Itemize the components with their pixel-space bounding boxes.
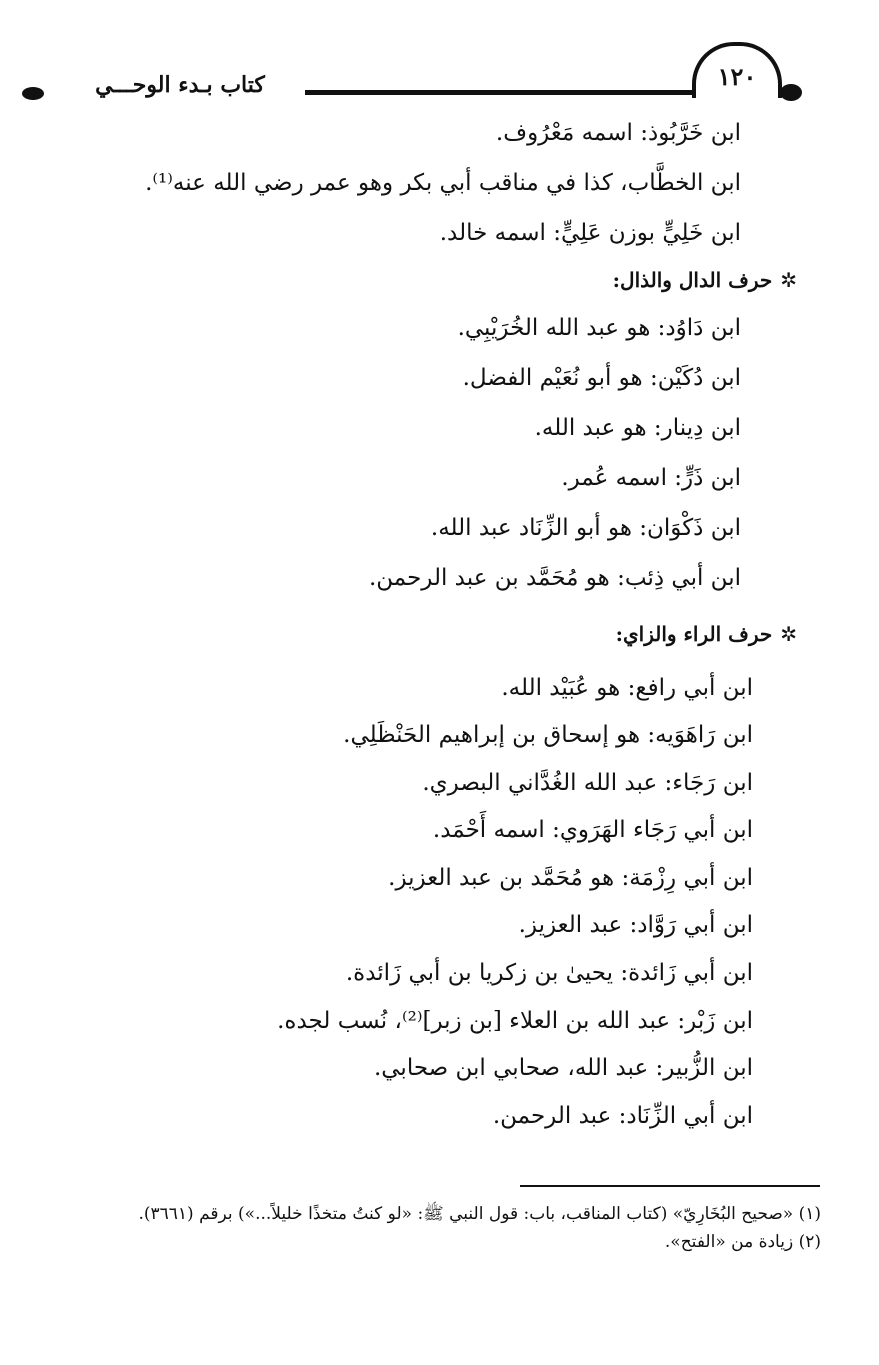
footnote: (١) «صحيح البُخَارِيّ» (كتاب المناقب، باب: قول النبي ﷺ: «لو كنتُ متخذًا خليلاً...») برقم (٣٦٦١). [138,1204,821,1224]
entry-line: ابن خَلِيٍّ بوزن عَلِيٍّ: اسمه خالد. [439,220,741,246]
entry-line: ابن دِينار: هو عبد الله. [534,415,741,441]
entry-line: ابن أبي الزِّنَاد: عبد الرحمن. [492,1103,753,1129]
page-number-tab [692,42,782,98]
entry-line: ابن أبي زَائدة: يحيىٰ بن زكريا بن أبي زَائدة. [345,960,753,986]
entry-line: ابن رَجَاء: عبد الله الغُدَّاني البصري. [422,770,753,796]
header-dot-right-icon [780,84,802,101]
section-heading-dal-text: حرف الدال والذال: [612,268,773,292]
entry-line: ابن أبي رافع: هو عُبَيْد الله. [501,675,753,701]
page-header [0,40,879,120]
entry-line: ابن دَاوُد: هو عبد الله الخُرَيْبِي. [457,315,741,341]
entry-line: ابن زَبْر: عبد الله بن العلاء [بن زبر]⁽²⁾، نُسب لجده. [277,1008,753,1034]
footnote: (٢) زيادة من «الفتح». [664,1232,821,1252]
section-heading-ra-text: حرف الراء والزاي: [615,622,773,646]
entry-line: ابن ذَكْوَان: هو أبو الزِّنَاد عبد الله. [430,515,741,541]
entry-line: ابن أبي رِزْمَة: هو مُحَمَّد بن عبد العزيز. [388,865,753,891]
header-dot-left-icon [22,87,44,100]
entry-line: ابن أبي ذِئب: هو مُحَمَّد بن عبد الرحمن. [368,565,741,591]
book-title: كتاب بـدء الوحـــي [95,72,265,98]
flower-ornament-icon: ✲ [780,622,797,646]
entry-line: ابن دُكَيْن: هو أبو نُعَيْم الفضل. [462,365,741,391]
page-number: ١٢٠ [717,62,757,91]
entry-line: ابن أبي رَوَّاد: عبد العزيز. [518,912,753,938]
section-heading-ra [0,622,797,646]
entry-line: ابن أبي رَجَاء الهَرَوي: اسمه أَحْمَد. [432,817,753,843]
entry-line: ابن رَاهَوَيه: هو إسحاق بن إبراهيم الحَنْظَلِي. [343,722,753,748]
entry-line: ابن الزُّبير: عبد الله، صحابي ابن صحابي. [373,1055,753,1081]
entry-line: ابن الخطَّاب، كذا في مناقب أبي بكر وهو عمر رضي الله عنه⁽¹⁾. [145,170,741,196]
entry-line: ابن ذَرٍّ: اسمه عُمر. [561,465,741,491]
flower-ornament-icon: ✲ [780,268,797,292]
section-heading-dal [0,268,797,292]
header-rule [305,90,695,95]
entry-line: ابن خَرَّبُوذ: اسمه مَعْرُوف. [495,120,741,146]
footnote-rule [520,1185,820,1187]
